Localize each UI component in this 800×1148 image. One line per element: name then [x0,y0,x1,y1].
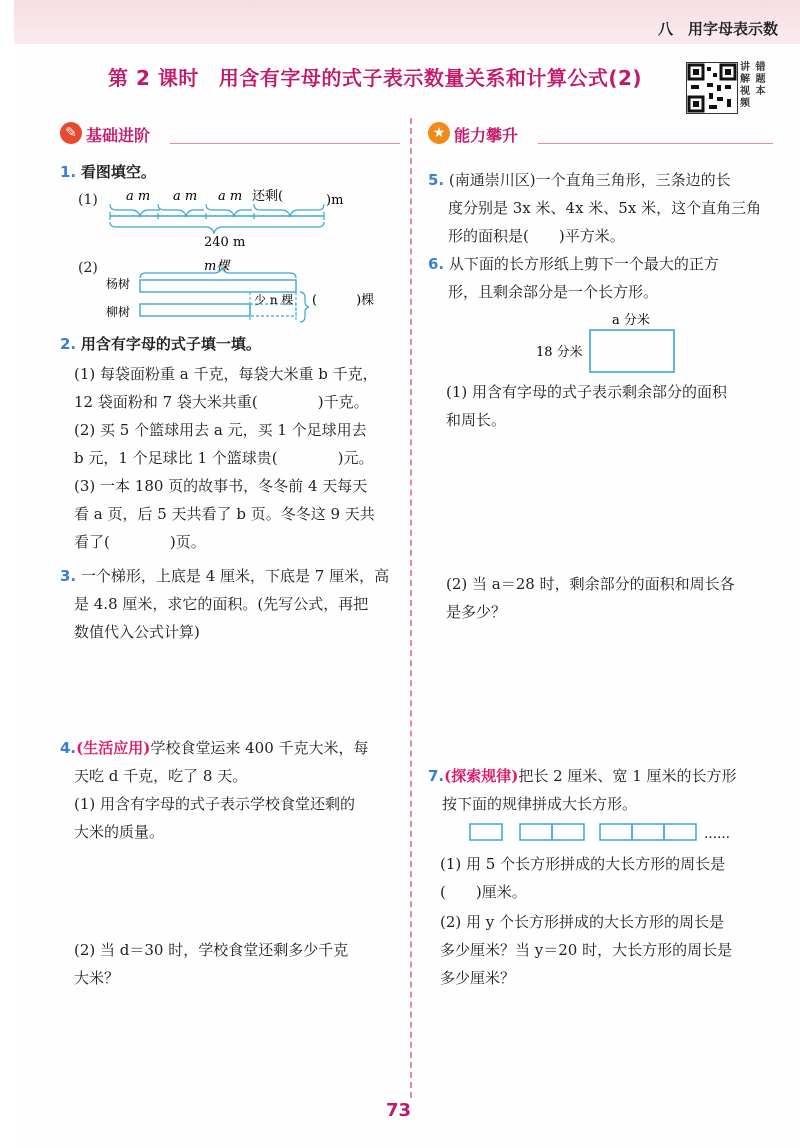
question-5-line: 度分别是 3x 米、4x 米、5x 米，这个直角三角 [448,199,762,217]
willow-blank: ( )棵 [312,293,375,308]
question-6-part-2 [446,570,786,626]
question-4-part-2 [74,936,404,992]
remaining-label: 还剩( [252,189,284,204]
section-title-basic: 基础进阶 [86,126,151,145]
question-2-line: 看 a 页，后 5 天共看了 b 页。冬冬这 9 天共 [74,505,375,523]
question-5-line: 形的面积是( )平方米。 [448,227,625,245]
tag-explore-pattern: (探索规律) [444,767,519,785]
total-label: 240 m [204,235,246,250]
question-6: 6. 从下面的长方形纸上剪下一个最大的正方 形，且剩余部分是一个长方形。 [428,250,778,306]
question-2-heading: 2. 用含有字母的式子填一填。 [60,335,261,353]
question-1-heading: 1. 看图填空。 [60,163,156,181]
question-6-line: 和周长。 [446,411,507,429]
question-7-part-1 [440,850,786,906]
poplar-label: 杨树 [106,277,131,291]
qr-label-mistakes: 错题本 [755,62,766,97]
column-divider [410,118,412,1098]
question-7: 7.(探索规律)把长 2 厘米、宽 1 厘米的长方形 按下面的规律拼成大长方形。 [428,762,778,818]
rectangle-figure [530,308,690,378]
section-title-advanced: 能力攀升 [454,126,519,145]
question-4-line: (2) 当 d＝30 时，学校食堂还剩多少千克 [74,941,349,959]
question-7-line: (1) 用 5 个长方形拼成的大长方形的周长是 [440,855,726,873]
section-rule [170,143,400,144]
bar-top-label: m棵 [204,259,230,274]
page-number: 73 [386,1100,412,1121]
question-3-line: 数值代入公式计算) [74,623,200,641]
question-5: 5. (南通崇川区)一个直角三角形，三条边的长 度分别是 3x 米、4x 米、5x 米，这个直角三角 形的面积是( )平方米。 [428,166,778,250]
question-1-title: 看图填空。 [80,163,156,181]
question-6-line: (1) 用含有字母的式子表示剩余部分的面积 [446,383,728,401]
chapter-title: 八 用字母表示数 [657,20,778,38]
segment-diagram [108,186,378,250]
question-7-line: 把长 2 厘米、宽 1 厘米的长方形 [518,767,737,785]
question-2-line: (3) 一本 180 页的故事书，冬冬前 4 天每天 [74,477,368,495]
figure-width-label: a 分米 [612,313,650,328]
section-header-advanced [428,122,773,146]
question-6-part-1 [446,378,786,434]
question-4-line: 大米？ [74,969,120,987]
qr-side-labels [740,62,767,110]
question-2-line: (2) 买 5 个篮球用去 a 元，买 1 个足球用去 [74,421,367,439]
lesson-name: 用含有字母的式子表示数量关系和计算公式(2) [218,66,643,90]
question-1-part-2-label: (2) [78,260,98,276]
lesson-number: 第 2 课时 [108,66,199,90]
question-6-line: 从下面的长方形纸上剪下一个最大的正方 [448,255,719,273]
lesson-title [108,62,642,91]
question-2-body [74,360,404,556]
question-6-line: 形，且剩余部分是一个长方形。 [448,283,659,301]
question-3: 3. 一个梯形，上底是 4 厘米，下底是 7 厘米，高 是 4.8 厘米，求它的面积。(先写公式，再把 数值代入公式计算) [60,562,404,646]
question-7-line: ( )厘米。 [440,883,527,901]
question-7-line: 多少厘米？ [440,969,516,987]
section-rule [538,143,773,144]
figure-height-label: 18 分米 [536,345,583,360]
question-4-line: 大米的质量。 [74,823,165,841]
question-4: 4.(生活应用)学校食堂运来 400 千克大米，每 天吃 d 千克，吃了 8 天。 (1) 用含有字母的式子表示学校食堂还剩的 大米的质量。 [60,734,404,846]
question-7-line: 按下面的规律拼成大长方形。 [442,795,638,813]
question-7-line: (2) 用 y 个长方形拼成的大长方形的周长是 [440,913,725,931]
tree-bar-diagram [104,254,404,326]
question-2-line: b 元，1 个足球比 1 个篮球贵( )元。 [74,449,374,467]
question-5-line: (南通崇川区)一个直角三角形，三条边的长 [448,171,731,189]
question-6-line: (2) 当 a＝28 时，剩余部分的面积和周长各 [446,575,735,593]
pattern-ellipsis: …… [704,827,730,842]
pencil-icon: ✎ [60,122,82,144]
question-7-line: 多少厘米？当 y＝20 时，大长方形的周长是 [440,941,733,959]
question-1-part-1-label: (1) [78,192,98,208]
segment-label-2: a m [173,189,198,204]
question-3-line: 是 4.8 厘米，求它的面积。(先写公式，再把 [74,595,369,613]
willow-label: 柳树 [106,305,131,319]
question-7-part-2 [440,908,786,992]
question-2-line: 看了( )页。 [74,533,206,551]
segment-label-3: a m [218,189,243,204]
thumbs-up-icon: ★ [428,122,450,144]
remaining-unit: )m [326,193,344,208]
section-header-basic [60,122,400,146]
question-4-line: (1) 用含有字母的式子表示学校食堂还剩的 [74,795,356,813]
rectangle-pattern-figure [468,822,768,844]
qr-code-icon[interactable] [686,62,738,114]
question-2-line: (1) 每袋面粉重 a 千克，每袋大米重 b 千克， [74,365,378,383]
question-3-line: 一个梯形，上底是 4 厘米，下底是 7 厘米，高 [80,567,390,585]
question-6-line: 是多少？ [446,603,507,621]
question-4-line: 学校食堂运来 400 千克大米，每 [150,739,369,757]
less-label: 少 n 棵 [254,293,294,307]
segment-label-1: a m [126,189,151,204]
question-2-line: 12 袋面粉和 7 袋大米共重( )千克。 [74,393,369,411]
tag-life-application: (生活应用) [76,739,151,757]
question-4-line: 天吃 d 千克，吃了 8 天。 [74,767,248,785]
qr-label-video: 讲解视频 [740,62,750,109]
question-2-title: 用含有字母的式子填一填。 [80,335,261,353]
